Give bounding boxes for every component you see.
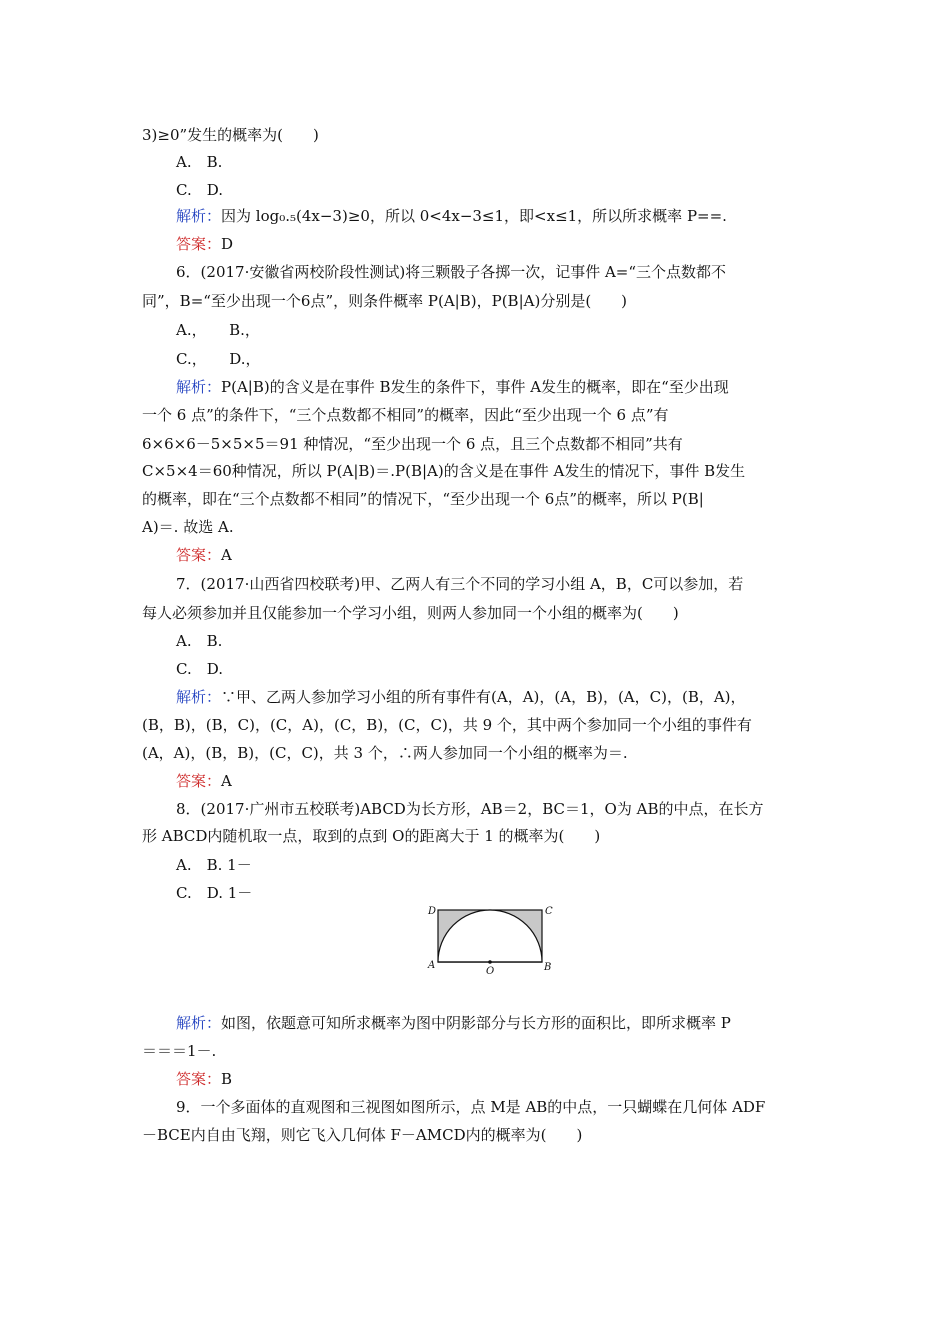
line-text: 6×6×6－5×5×5＝91 种情况，“至少出现一个 6 点，且三个点数都不相同”共有: [142, 435, 683, 453]
line-text: C×5×4＝60种情况，所以 P(A|B)＝.P(B|A)的含义是在事件 A发生的情况下，事件 B发生: [142, 462, 746, 480]
text-line: [176, 545, 232, 565]
line-text: ∵甲、乙两人参加学习小组的所有事件有(A，A)，(A，B)，(A，C)，(B，A)，: [221, 688, 746, 706]
line-text: A: [221, 546, 232, 564]
line-text: D: [221, 235, 234, 253]
line-text: ＝＝＝1－.: [142, 1042, 217, 1060]
text-line: [176, 799, 763, 819]
section-label: 解析：: [176, 378, 222, 396]
text-line: [142, 489, 704, 509]
line-text: 一个 6 点”的条件下，“三个点数都不相同”的概率，因此“至少出现一个 6 点”有: [142, 406, 669, 424]
text-line: [176, 1013, 731, 1033]
text-line: [142, 434, 683, 454]
line-text: 8．(2017·广州市五校联考)ABCD为长方形，AB＝2，BC＝1，O为 AB的中点，在长方: [176, 800, 764, 818]
line-text: 如图，依题意可知所求概率为图中阴影部分与长方形的面积比，即所求概率 P: [221, 1014, 731, 1032]
text-line: [176, 320, 260, 340]
text-line: [176, 574, 743, 594]
line-text: C. D. 1－: [176, 884, 253, 902]
line-text: A)＝. 故选 A.: [142, 518, 234, 536]
text-line: [176, 855, 252, 875]
text-line: [142, 715, 752, 735]
line-text: －BCE内自由飞翔，则它飞入几何体 F－AMCD内的概率为( ): [142, 1126, 583, 1144]
section-label: 答案：: [176, 772, 222, 790]
line-text: A. B.: [176, 153, 223, 171]
section-label: 解析：: [176, 207, 222, 225]
point-o: [488, 960, 492, 964]
text-line: [176, 349, 260, 369]
section-label: 解析：: [176, 688, 222, 706]
text-line: [176, 234, 233, 254]
line-text: 7．(2017·山西省四校联考)甲、乙两人有三个不同的学习小组 A，B，C可以参加，若: [176, 575, 744, 593]
line-text: C. D.: [176, 660, 223, 678]
line-text: 9．一个多面体的直观图和三视图如图所示，点 M是 AB的中点，一只蝴蝶在几何体 ADF: [176, 1098, 766, 1116]
section-label: 答案：: [176, 235, 222, 253]
line-text: 6．(2017·安徽省两校阶段性测试)将三颗骰子各掷一次，记事件 A=“三个点数都不: [176, 263, 727, 281]
line-text: P(A|B)的含义是在事件 B发生的条件下，事件 A发生的概率，即在“至少出现: [221, 378, 729, 396]
text-line: [142, 603, 679, 623]
line-text: 同”，B=“至少出现一个6点”，则条件概率 P(A|B)，P(B|A)分别是( ): [142, 292, 628, 310]
text-line: [142, 517, 234, 537]
text-line: [142, 291, 627, 311]
section-label: 答案：: [176, 546, 222, 564]
line-text: A: [221, 772, 232, 790]
text-line: [176, 206, 727, 226]
line-text: (A，A)，(B，B)，(C，C)，共 3 个，∴两人参加同一个小组的概率为＝.: [142, 744, 628, 762]
text-line: [176, 771, 232, 791]
text-line: [176, 262, 726, 282]
text-line: [142, 743, 628, 763]
line-text: C.， D.，: [176, 350, 261, 368]
line-text: A.， B.，: [176, 321, 260, 339]
section-label: 解析：: [176, 1014, 222, 1032]
text-line: [176, 687, 746, 707]
text-line: [142, 461, 745, 481]
label-o: O: [486, 966, 495, 977]
line-text: 每人必须参加并且仅能参加一个学习小组，则两人参加同一个小组的概率为( ): [142, 604, 679, 622]
line-text: 的概率，即在“三个点数都不相同”的情况下，“至少出现一个 6点”的概率，所以 P(B|: [142, 490, 704, 508]
label-c: C: [545, 906, 553, 917]
text-line: [176, 631, 222, 651]
text-line: [176, 180, 223, 200]
text-line: [176, 377, 729, 397]
text-line: [176, 1069, 232, 1089]
text-line: [176, 883, 252, 903]
text-line: [142, 826, 600, 846]
text-line: [142, 125, 319, 145]
text-line: [176, 1097, 765, 1117]
line-text: (B，B)，(B，C)，(C，A)，(C，B)，(C，C)，共 9 个，其中两个参加同一个小组的事件有: [142, 716, 752, 734]
line-text: 3)≥0”发生的概率为( ): [142, 126, 319, 144]
text-line: [176, 659, 223, 679]
label-d: D: [428, 906, 437, 917]
rectangle-semicircle-figure: [420, 900, 560, 980]
line-text: B: [221, 1070, 233, 1088]
text-line: [142, 1125, 582, 1145]
line-text: C. D.: [176, 181, 223, 199]
text-line: [176, 152, 222, 172]
line-text: 形 ABCD内随机取一点，取到的点到 O的距离大于 1 的概率为( ): [142, 827, 601, 845]
line-text: 因为 log₀.₅(4x−3)≥0，所以 0<4x−3≤1，即<x≤1，所以所求概率 P==.: [221, 207, 727, 225]
label-a: A: [428, 960, 436, 971]
label-b: B: [544, 962, 552, 973]
text-line: [142, 1041, 216, 1061]
section-label: 答案：: [176, 1070, 222, 1088]
text-line: [142, 405, 669, 425]
line-text: A. B.: [176, 632, 223, 650]
line-text: A. B. 1－: [176, 856, 252, 874]
